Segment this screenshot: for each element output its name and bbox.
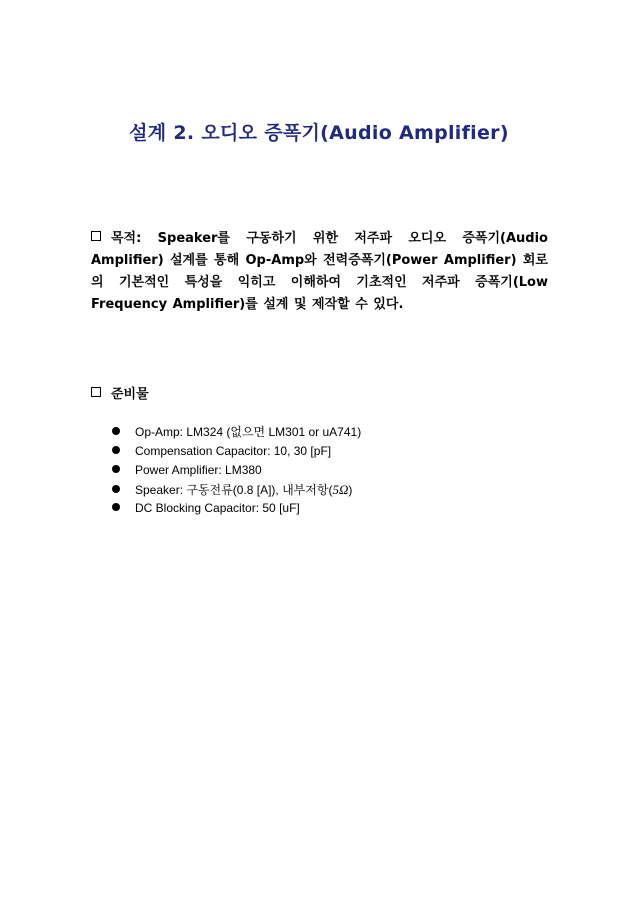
preparation-heading (91, 383, 548, 402)
preparation-heading-text: 준비물 (111, 387, 149, 402)
list-item: Compensation Capacitor: 10, 30 [pF] (112, 442, 542, 461)
purpose-text: 목적: Speaker를 구동하기 위한 저주파 오디오 증폭기(Audio Amplifier) 설계를 통해 Op-Amp와 전력증폭기(Power Amplifier) 회로의 기본적인 특성을 익히고 이해하여 기초적인 저주파 증폭기(Low Frequency Amplifier)를 설계 및 제작할 수 있다. (91, 231, 548, 312)
bullet-icon (112, 446, 120, 454)
square-bullet-icon (91, 231, 101, 241)
page-title: 설계 2. 오디오 증폭기(Audio Amplifier) (129, 122, 509, 144)
purpose-paragraph (91, 228, 548, 316)
square-bullet-icon (91, 387, 101, 397)
preparation-list (112, 423, 542, 518)
bullet-icon (112, 427, 120, 435)
list-item: Power Amplifier: LM380 (112, 461, 542, 480)
list-item: Op-Amp: LM324 (없으면 LM301 or uA741) (112, 423, 542, 442)
bullet-icon (112, 503, 120, 511)
bullet-icon (112, 485, 120, 493)
bullet-icon (112, 465, 120, 473)
list-item: DC Blocking Capacitor: 50 [uF] (112, 499, 542, 518)
list-item: Speaker: 구동전류(0.8 [A]), 내부저항(5Ω) (112, 480, 542, 499)
resistance-value: 5Ω (332, 482, 349, 497)
